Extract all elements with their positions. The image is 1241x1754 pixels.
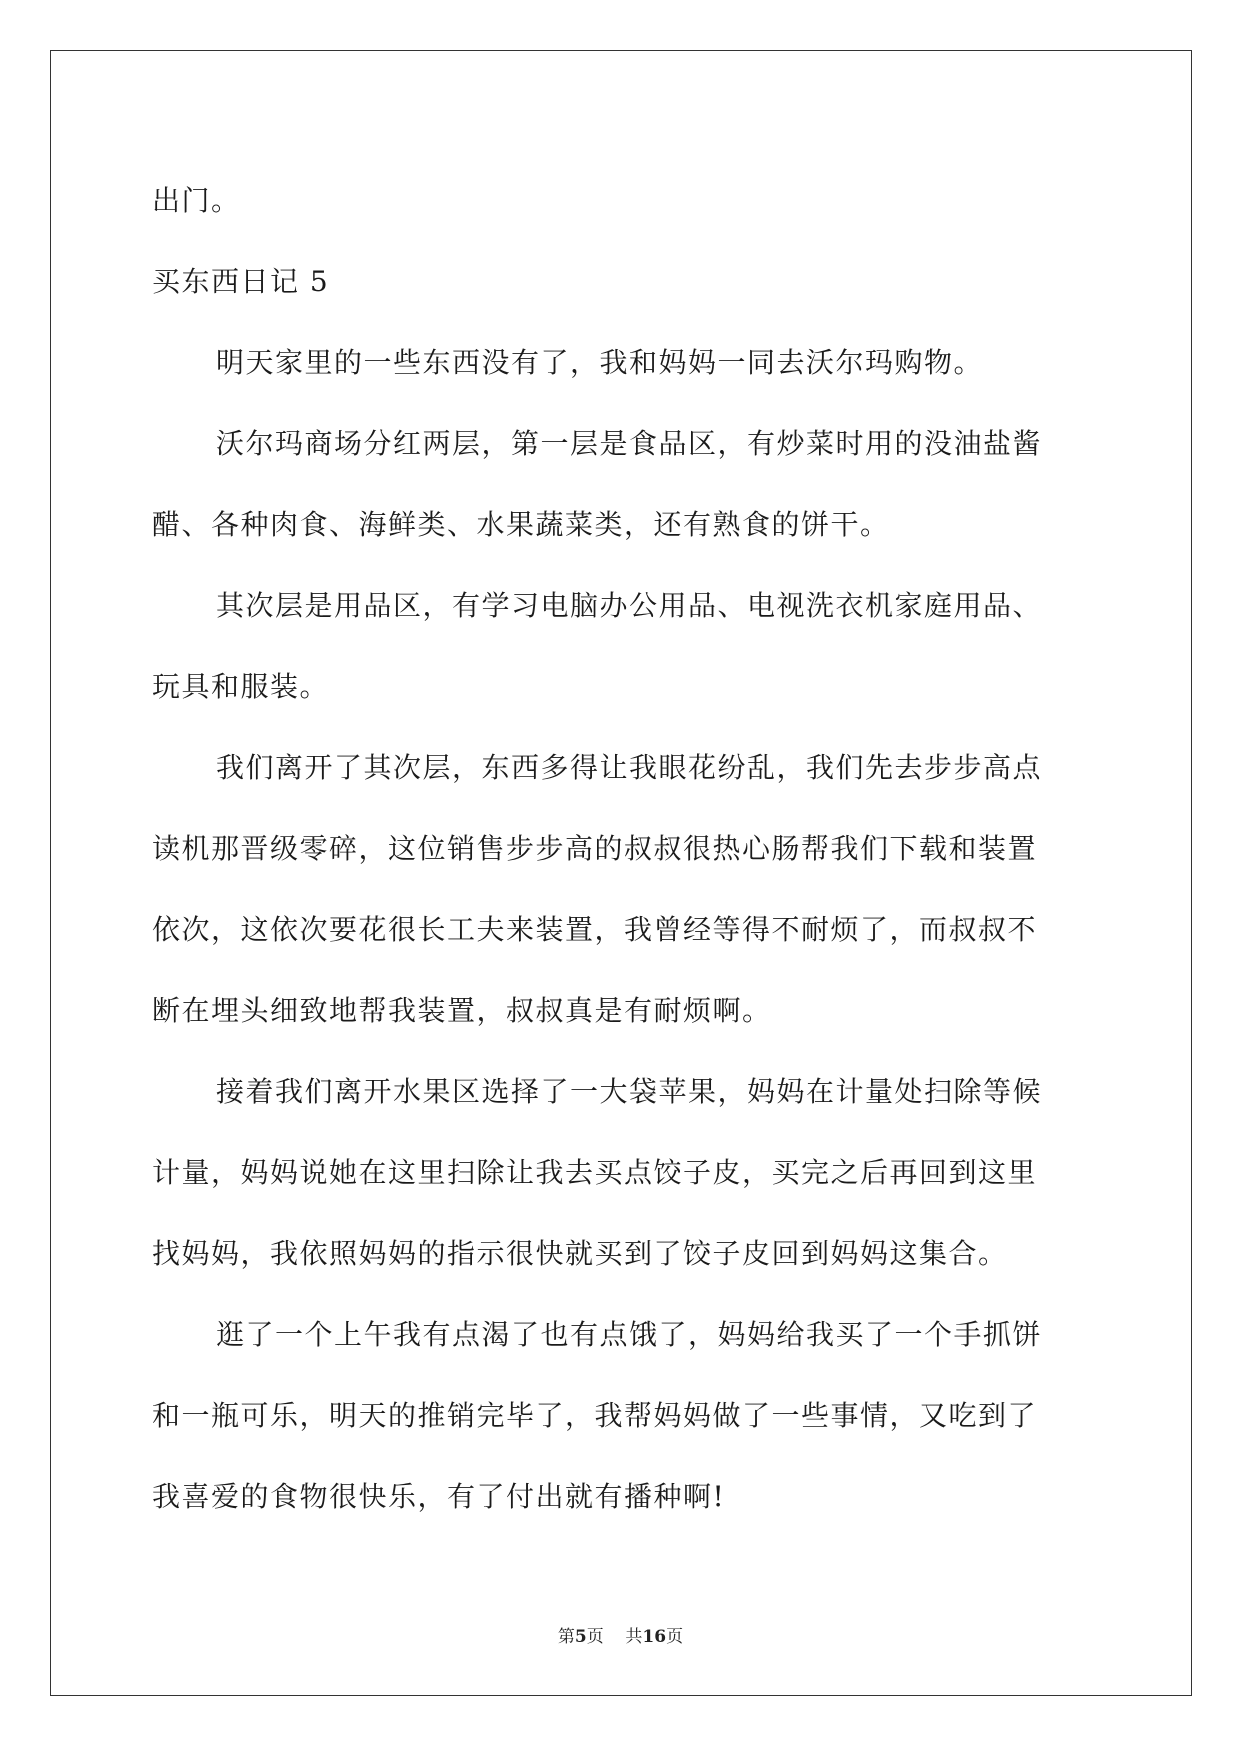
text-line-6: 其次层是用品区，有学习电脑办公用品、电视洗衣机家庭用品、	[216, 589, 1043, 622]
document-body	[152, 160, 1092, 1537]
text-line-15: 逛了一个上午我有点渴了也有点饿了，妈妈给我买了一个手抓饼	[216, 1318, 1043, 1351]
text-line-12: 接着我们离开水果区选择了一大袋苹果，妈妈在计量处扫除等候	[216, 1075, 1043, 1108]
text-line-17: 我喜爱的食物很快乐，有了付出就有播种啊!	[152, 1480, 726, 1513]
page-suffix: 页	[586, 1627, 604, 1647]
text-line-14: 找妈妈，我依照妈妈的指示很快就买到了饺子皮回到妈妈这集合。	[152, 1237, 1008, 1270]
text-line-11: 断在埋头细致地帮我装置，叔叔真是有耐烦啊。	[152, 994, 772, 1027]
total-pages: 16	[642, 1627, 667, 1647]
text-line-10: 依次，这依次要花很长工夫来装置，我曾经等得不耐烦了，而叔叔不	[152, 913, 1038, 946]
text-line-16: 和一瓶可乐，明天的推销完毕了，我帮妈妈做了一些事情，又吃到了	[152, 1399, 1038, 1432]
text-line-8: 我们离开了其次层，东西多得让我眼花纷乱，我们先去步步高点	[216, 751, 1043, 784]
text-line-13: 计量，妈妈说她在这里扫除让我去买点饺子皮，买完之后再回到这里	[152, 1156, 1038, 1189]
page-footer	[0, 1622, 1241, 1647]
page-prefix: 第	[557, 1627, 575, 1647]
text-line-3: 明天家里的一些东西没有了，我和妈妈一同去沃尔玛购物。	[216, 346, 984, 379]
text-line-4: 沃尔玛商场分红两层，第一层是食品区，有炒菜时用的没油盐酱	[216, 427, 1043, 460]
text-line-5: 醋、各种肉食、海鲜类、水果蔬菜类，还有熟食的饼干。	[152, 508, 890, 541]
total-prefix: 共	[625, 1627, 643, 1647]
page-number: 5	[574, 1627, 587, 1647]
section-heading: 买东西日记 5	[152, 265, 330, 298]
text-line-7: 玩具和服装。	[152, 670, 330, 703]
text-line-1: 出门。	[152, 184, 241, 217]
total-suffix: 页	[666, 1627, 684, 1647]
text-line-9: 读机那晋级零碎，这位销售步步高的叔叔很热心肠帮我们下载和装置	[152, 832, 1038, 865]
